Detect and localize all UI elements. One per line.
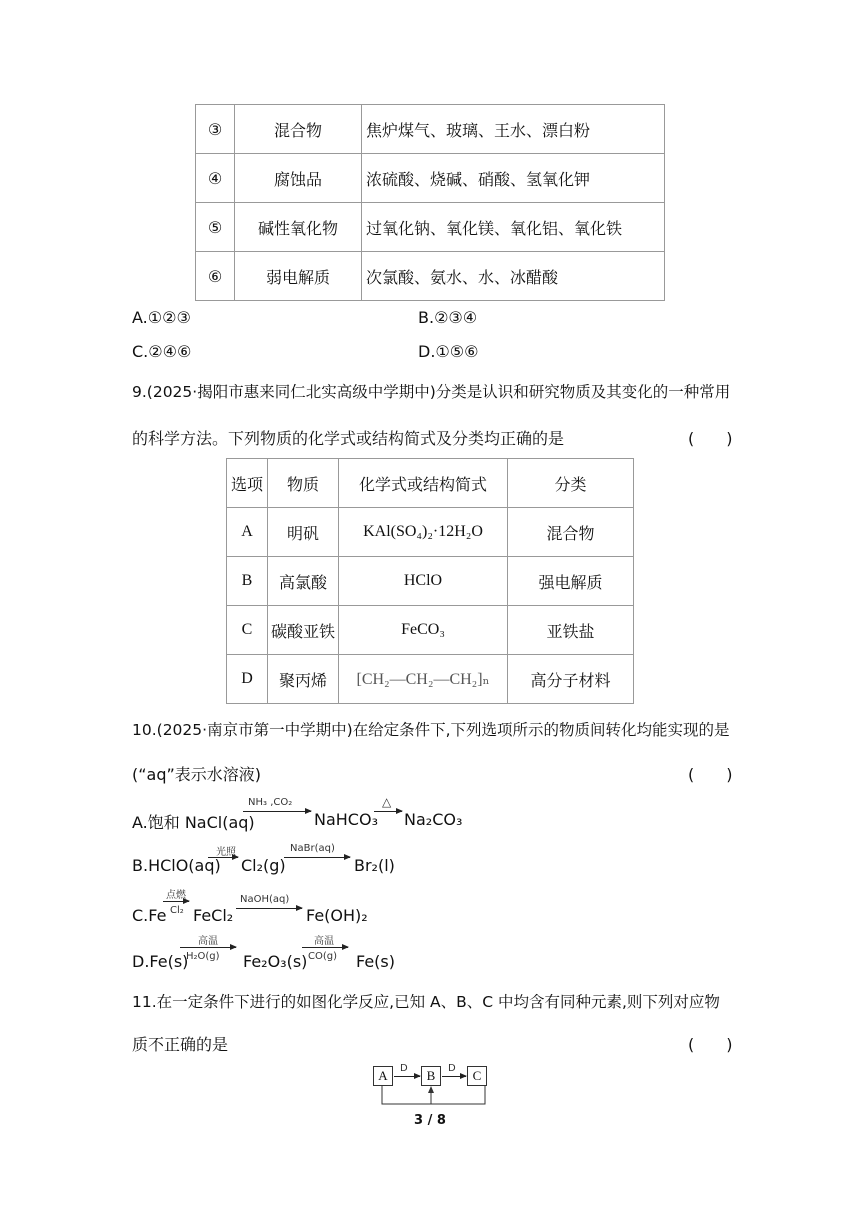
right-arrow-icon <box>394 1076 420 1077</box>
q11-answer-blank: ( ) <box>688 1035 733 1054</box>
examples: 过氧化钠、氧化镁、氧化铝、氧化铁 <box>362 203 665 252</box>
b-reactant: B.HClO(aq) <box>132 856 221 875</box>
classification: 混合物 <box>508 508 634 557</box>
a-condition-2: △ <box>382 795 392 809</box>
classification: 亚铁盐 <box>508 606 634 655</box>
page-number: 3 / 8 <box>414 1113 446 1128</box>
c-condition-1-top: 点燃 <box>166 890 186 901</box>
right-arrow-icon <box>180 947 236 948</box>
table-row <box>196 252 665 301</box>
option-letter: D <box>227 655 268 704</box>
table-row <box>227 508 634 557</box>
q8-option-c[interactable]: C.②④⑥ <box>132 342 192 361</box>
q9-answer-blank: ( ) <box>688 429 733 448</box>
row-number: ⑤ <box>196 203 235 252</box>
c-intermediate: FeCl₂ <box>193 906 234 925</box>
formula: HClO <box>339 557 508 606</box>
q9-stem-line2: 的科学方法。下列物质的化学式或结构简式及分类均正确的是 <box>132 429 565 448</box>
classification: 强电解质 <box>508 557 634 606</box>
classification-table-top <box>195 104 665 301</box>
q9-table <box>226 458 634 704</box>
d-product: Fe(s) <box>356 952 395 971</box>
table-row <box>227 557 634 606</box>
header-option: 选项 <box>227 459 268 508</box>
table-row <box>196 105 665 154</box>
a-intermediate: NaHCO₃ <box>314 810 378 829</box>
row-number: ⑥ <box>196 252 235 301</box>
a-condition-1: NH₃ ,CO₂ <box>248 797 293 808</box>
formula: KAl(SO₄)₂·12H₂O <box>339 508 508 557</box>
c-reactant: C.Fe <box>132 906 167 925</box>
edge-label-d: D <box>448 1063 456 1074</box>
d-condition-1-bottom: H₂O(g) <box>186 951 220 962</box>
substance: 聚丙烯 <box>268 655 339 704</box>
formula: FeCO₃ <box>339 606 508 655</box>
b-condition-2: NaBr(aq) <box>290 843 335 854</box>
q8-option-d[interactable]: D.①⑤⑥ <box>418 342 479 361</box>
a-product: Na₂CO₃ <box>404 810 463 829</box>
right-arrow-icon <box>243 811 311 812</box>
category: 混合物 <box>235 105 362 154</box>
feedback-arrow-icon <box>370 1086 500 1108</box>
row-number: ③ <box>196 105 235 154</box>
table-row <box>227 606 634 655</box>
examples: 浓硫酸、烧碱、硝酸、氢氧化钾 <box>362 154 665 203</box>
c-condition-1-bottom: Cl₂ <box>170 905 184 916</box>
option-letter: C <box>227 606 268 655</box>
header-substance: 物质 <box>268 459 339 508</box>
q10-answer-blank: ( ) <box>688 765 733 784</box>
header-formula: 化学式或结构简式 <box>339 459 508 508</box>
q11-stem-line1: 11.在一定条件下进行的如图化学反应,已知 A、B、C 中均含有同种元素,则下列对应物 <box>132 993 720 1011</box>
d-condition-2-top: 高温 <box>314 936 334 947</box>
q8-option-b[interactable]: B.②③④ <box>418 308 478 327</box>
q9-stem-line1: 9.(2025·揭阳市惠来同仁北实高级中学期中)分类是认识和研究物质及其变化的一种常用 <box>132 383 731 401</box>
c-product: Fe(OH)₂ <box>306 906 368 925</box>
examples: 焦炉煤气、玻璃、王水、漂白粉 <box>362 105 665 154</box>
substance: 明矾 <box>268 508 339 557</box>
b-product: Br₂(l) <box>354 856 395 875</box>
header-class: 分类 <box>508 459 634 508</box>
table-header-row <box>227 459 634 508</box>
right-arrow-icon <box>208 857 238 858</box>
right-arrow-icon <box>374 811 402 812</box>
substance: 碳酸亚铁 <box>268 606 339 655</box>
d-condition-2-bottom: CO(g) <box>308 951 338 962</box>
d-intermediate: Fe₂O₃(s) <box>243 952 308 971</box>
c-condition-2: NaOH(aq) <box>240 894 290 905</box>
b-condition-1: 光照 <box>216 847 236 858</box>
table-row <box>196 154 665 203</box>
category: 腐蚀品 <box>235 154 362 203</box>
b-intermediate: Cl₂(g) <box>241 856 286 875</box>
edge-label-d: D <box>400 1063 408 1074</box>
q11-stem-line2: 质不正确的是 <box>132 1035 229 1054</box>
a-reactant: A.饱和 NaCl(aq) <box>132 813 255 832</box>
node-c: C <box>467 1066 487 1086</box>
right-arrow-icon <box>302 947 348 948</box>
classification: 高分子材料 <box>508 655 634 704</box>
option-letter: B <box>227 557 268 606</box>
d-condition-1-top: 高温 <box>198 936 218 947</box>
q10-stem-line1: 10.(2025·南京市第一中学期中)在给定条件下,下列选项所示的物质间转化均能实现的是 <box>132 721 730 739</box>
q8-option-a[interactable]: A.①②③ <box>132 308 191 327</box>
examples: 次氯酸、氨水、水、冰醋酸 <box>362 252 665 301</box>
category: 弱电解质 <box>235 252 362 301</box>
right-arrow-icon <box>163 901 189 902</box>
node-b: B <box>421 1066 441 1086</box>
right-arrow-icon <box>442 1076 466 1077</box>
substance: 高氯酸 <box>268 557 339 606</box>
table-row <box>227 655 634 704</box>
category: 碱性氧化物 <box>235 203 362 252</box>
row-number: ④ <box>196 154 235 203</box>
q10-stem-line2: (“aq”表示水溶液) <box>132 765 262 784</box>
right-arrow-icon <box>236 908 302 909</box>
d-reactant: D.Fe(s) <box>132 952 189 971</box>
formula: [CH₂—CH₂—CH₂]ₙ <box>339 655 508 704</box>
option-letter: A <box>227 508 268 557</box>
node-a: A <box>373 1066 393 1086</box>
right-arrow-icon <box>284 857 350 858</box>
table-row <box>196 203 665 252</box>
